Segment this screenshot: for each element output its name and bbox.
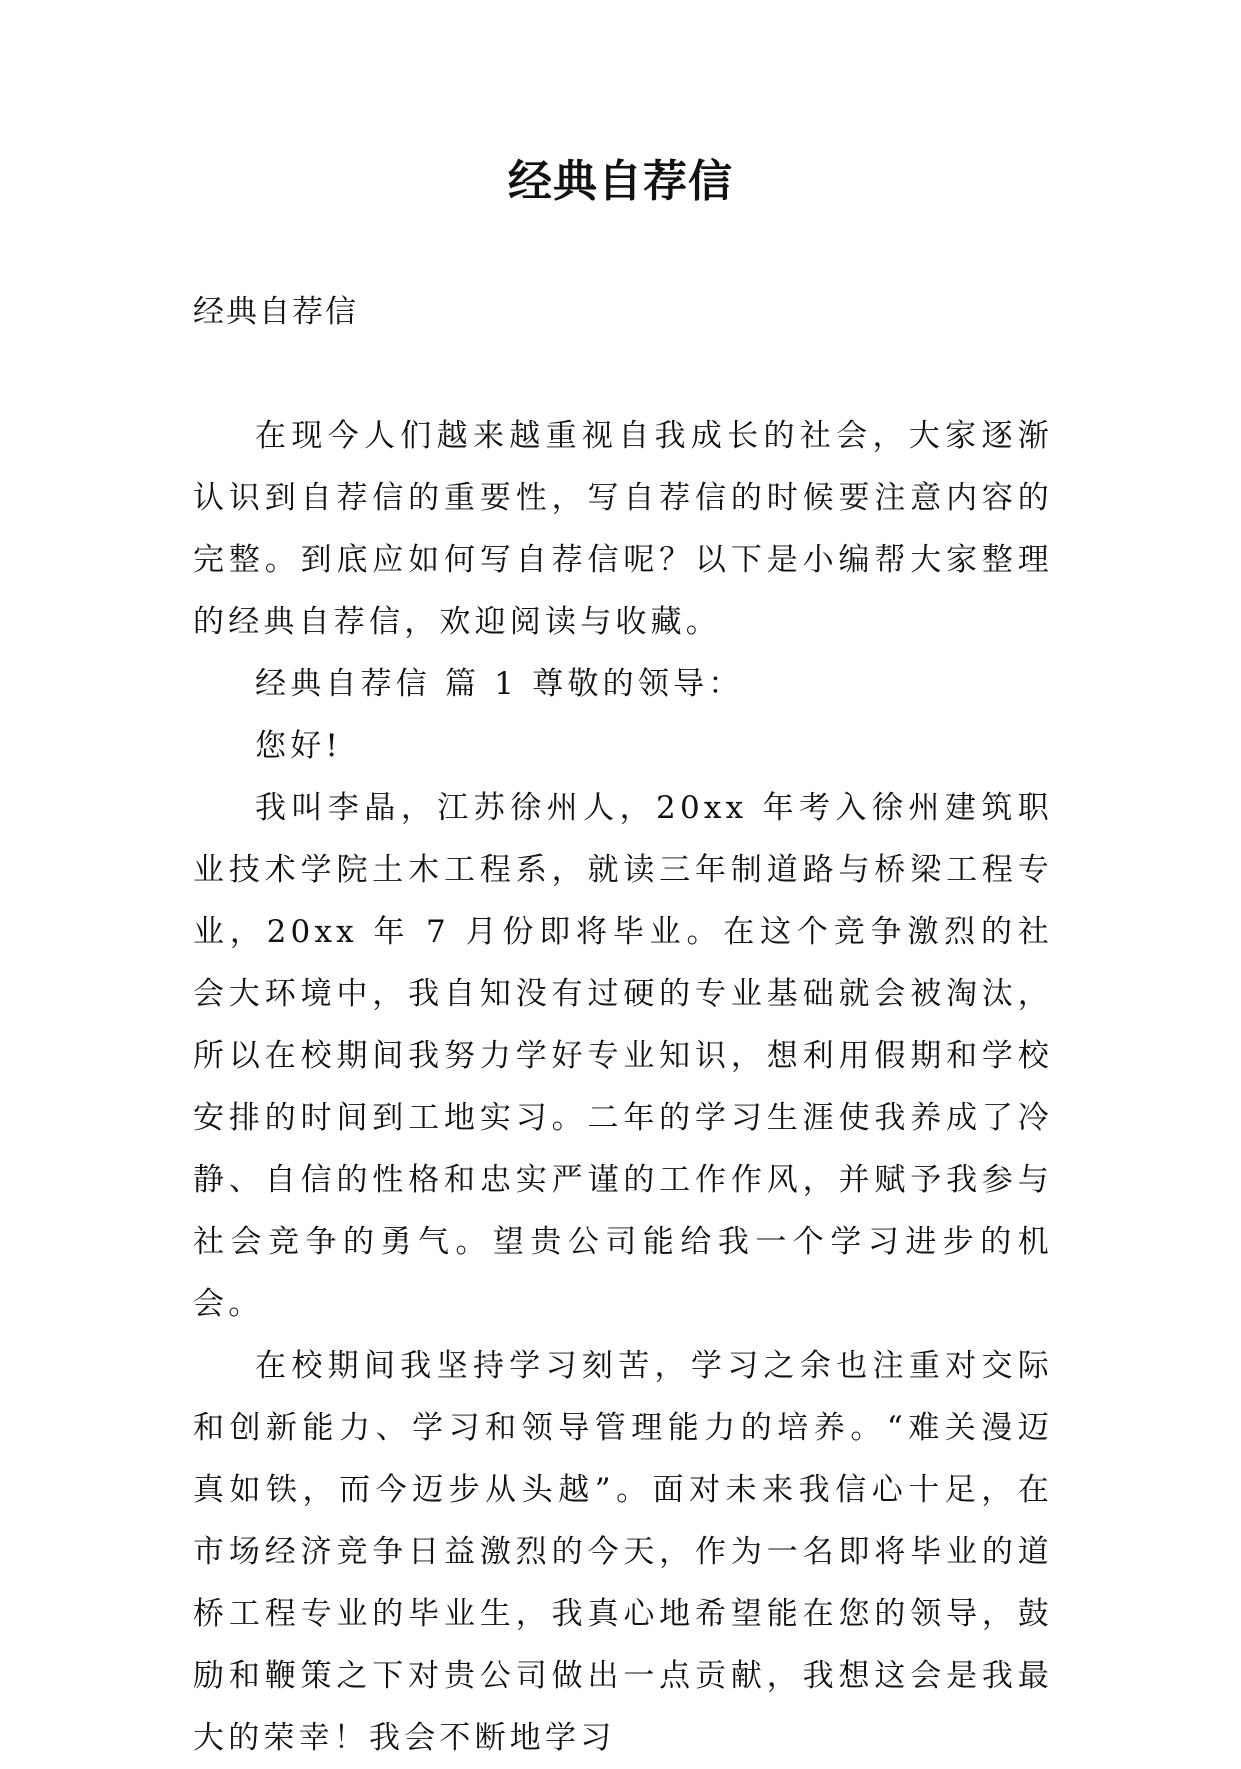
- document-body: [193, 405, 1053, 1769]
- paragraph-self-introduction: 我叫李晶，江苏徐州人，20xx 年考入徐州建筑职业技术学院土木工程系，就读三年制道路与桥梁工程专业，20xx 年 7 月份即将毕业。在这个竞争激烈的社会大环境中，我自知没有过硬的专业基础就会被淘汰，所以在校期间我努力学好专业知识，想利用假期和学校安排的时间到工地实习。二年的学习生涯使我养成了冷静、自信的性格和忠实严谨的工作作风，并赋予我参与社会竞争的勇气。望贵公司能给我一个学习进步的机会。: [193, 790, 1053, 1322]
- paragraph-heading: 经典自荐信 篇 1 尊敬的领导：: [255, 666, 744, 702]
- document-title: 经典自荐信: [508, 156, 733, 207]
- document-subtitle: 经典自荐信: [193, 294, 358, 330]
- paragraph-greeting: 您好!: [255, 728, 343, 764]
- paragraph-school-experience: 在校期间我坚持学习刻苦，学习之余也注重对交际和创新能力、学习和领导管理能力的培养。“难关漫迈真如铁，而今迈步从头越”。面对未来我信心十足，在市场经济竞争日益激烈的今天，作为一名即将毕业的道桥工程专业的毕业生，我真心地希望能在您的领导，鼓励和鞭策之下对贵公司做出一点贡献，我想这会是我最大的荣幸！我会不断地学习: [193, 1348, 1053, 1756]
- paragraph-intro: 在现今人们越来越重视自我成长的社会，大家逐渐认识到自荐信的重要性，写自荐信的时候要注意内容的完整。到底应如何写自荐信呢？以下是小编帮大家整理的经典自荐信，欢迎阅读与收藏。: [193, 418, 1053, 640]
